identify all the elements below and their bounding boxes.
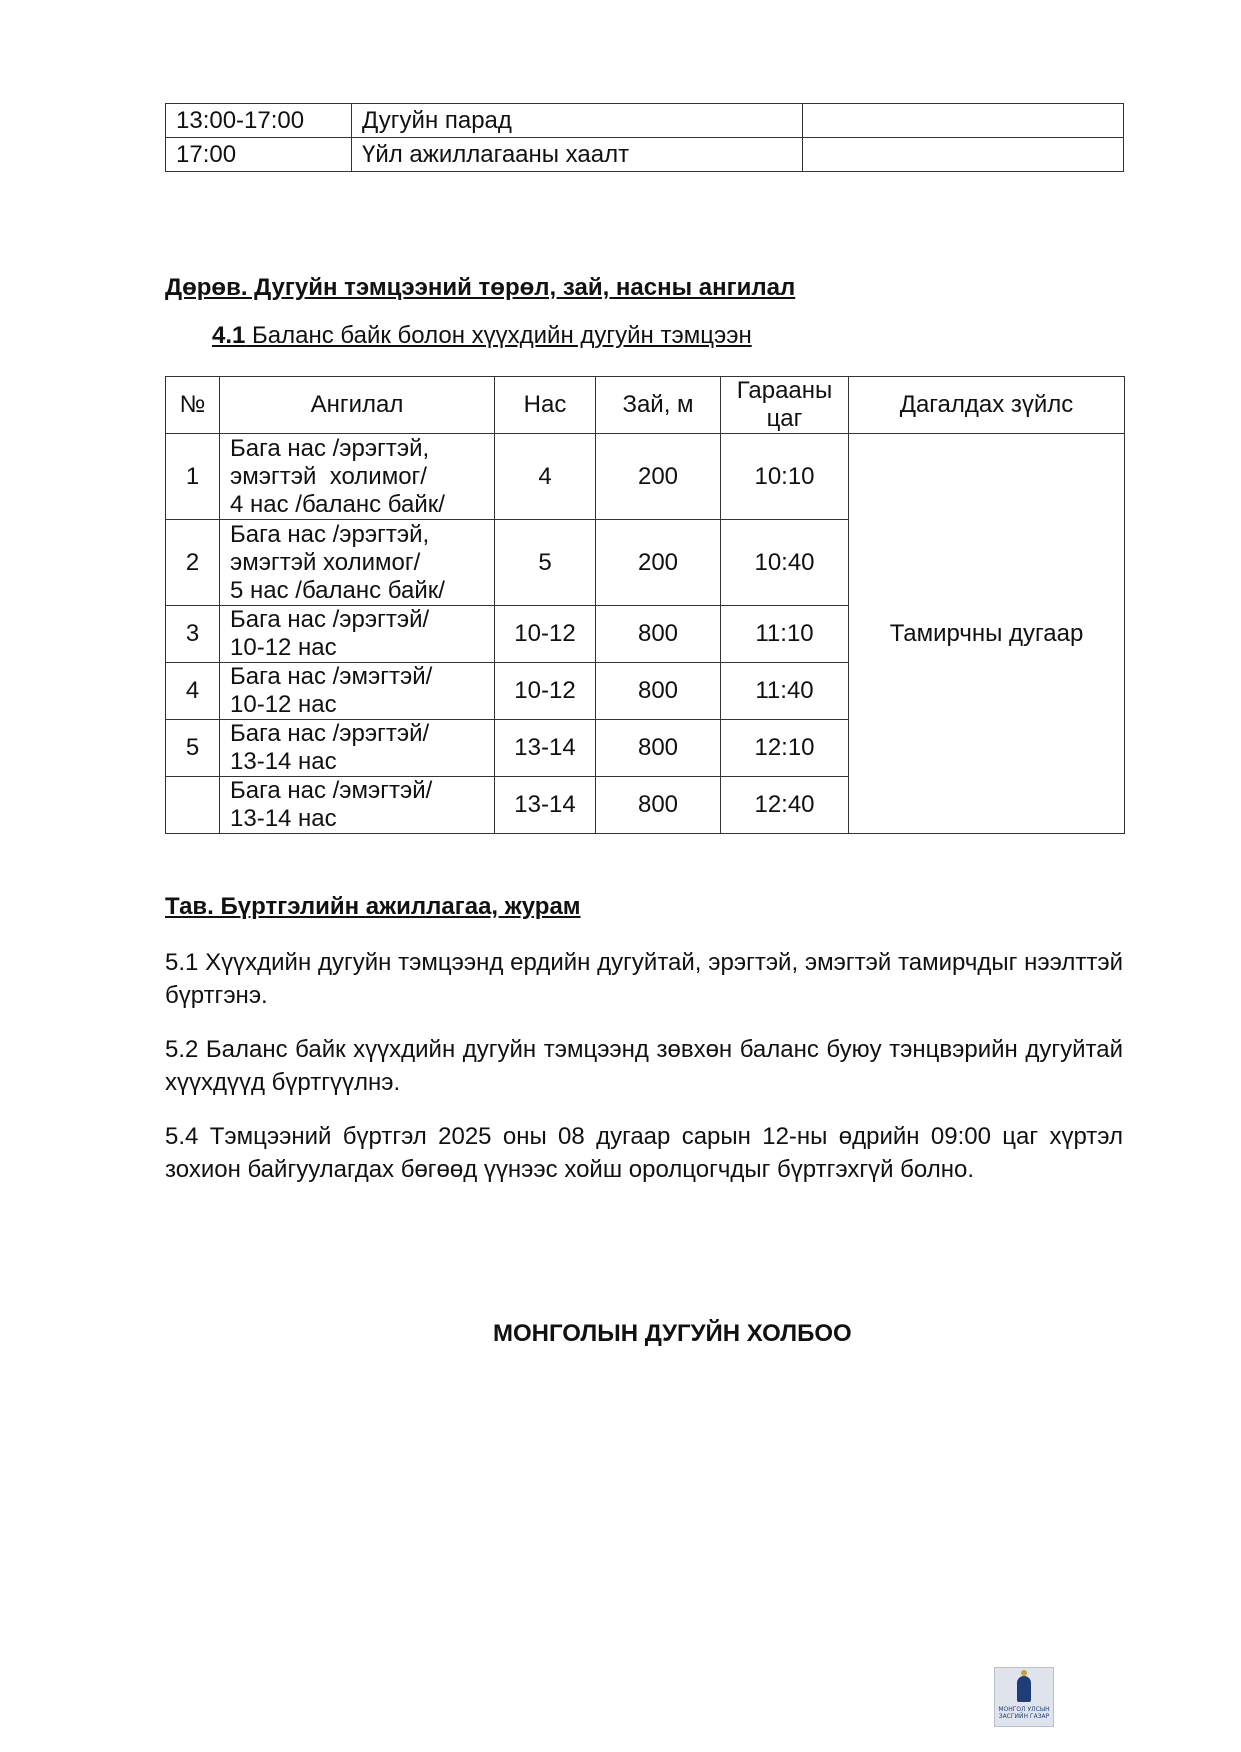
- category-line: Бага нас /эрэгтэй,: [230, 434, 430, 462]
- cell-time: 12:40: [721, 777, 849, 834]
- category-line: 5 нас /баланс байк/: [230, 576, 445, 604]
- cell-accessories: Тамирчны дугаар: [849, 434, 1125, 834]
- cell-time: 10:40: [721, 520, 849, 606]
- subheading-title: Баланс байк болон хүүхдийн дугуйн тэмцээн: [245, 322, 752, 349]
- organization-signature: МОНГОЛЫН ДУГУЙН ХОЛБОО: [493, 1320, 852, 1347]
- paragraph-5-1: 5.1 Хүүхдийн дугуйн тэмцээнд ердийн дугуйтай, эрэгтэй, эмэгтэй тамирчдыг нээлттэй бүртгэнэ.: [165, 949, 1123, 1009]
- cell-distance: 200: [596, 520, 721, 606]
- col-header-distance: Зай, м: [596, 377, 721, 434]
- cell-age: 4: [495, 434, 596, 520]
- category-line: Бага нас /эрэгтэй,: [230, 520, 430, 548]
- cell-distance: 800: [596, 777, 721, 834]
- category-line: 13-14 нас: [230, 748, 337, 775]
- start-time-line1: Гарааны: [736, 377, 833, 404]
- cell-distance: 200: [596, 434, 721, 520]
- section4-subheading: [212, 322, 752, 350]
- col-header-start-time: [721, 377, 849, 434]
- schedule-note: [803, 138, 1124, 172]
- cell-distance: 800: [596, 720, 721, 777]
- paragraph-5-4: 5.4 Тэмцээний бүртгэл 2025 оны 08 дугаар сарын 12-ны өдрийн 09:00 цаг хүртэл зохион байгуулагдах бөгөөд үүнээс хойш оролцогчдыг бүртгэхгүй болно.: [165, 1123, 1123, 1183]
- start-time-line2: цаг: [766, 405, 803, 432]
- category-table: [165, 376, 1125, 834]
- section4-heading: Дөрөв. Дугуйн тэмцээний төрөл, зай, насны ангилал: [165, 274, 796, 301]
- schedule-table: [165, 103, 1124, 172]
- col-header-age: Нас: [495, 377, 596, 434]
- paragraph-5-2: 5.2 Баланс байк хүүхдийн дугуйн тэмцээнд зөвхөн баланс буюу тэнцвэрийн дугуйтай хүүхдүүд бүртгүүлнэ.: [165, 1036, 1123, 1096]
- cell-category: [220, 434, 495, 520]
- cell-no: [166, 777, 220, 834]
- cell-age: 5: [495, 520, 596, 606]
- cell-category: [220, 777, 495, 834]
- cell-time: 10:10: [721, 434, 849, 520]
- section5-heading: Тав. Бүртгэлийн ажиллагаа, журам: [165, 893, 581, 920]
- col-header-no: №: [166, 377, 220, 434]
- category-line: Бага нас /эрэгтэй/: [230, 606, 430, 633]
- government-seal-logo: [994, 1667, 1054, 1727]
- cell-distance: 800: [596, 606, 721, 663]
- schedule-note: [803, 104, 1124, 138]
- cell-category: [220, 606, 495, 663]
- cell-time: 11:10: [721, 606, 849, 663]
- schedule-event: Дугуйн парад: [352, 104, 803, 138]
- category-line: Бага нас /эмэгтэй/: [230, 663, 433, 690]
- cell-age: 10-12: [495, 663, 596, 720]
- cell-age: 13-14: [495, 720, 596, 777]
- cell-no: 5: [166, 720, 220, 777]
- category-line: эмэгтэй холимог/: [230, 462, 427, 490]
- col-header-category: Ангилал: [220, 377, 495, 434]
- cell-category: [220, 520, 495, 606]
- category-line: эмэгтэй холимог/: [230, 548, 421, 576]
- category-line: Бага нас /эмэгтэй/: [230, 777, 433, 804]
- cell-age: 13-14: [495, 777, 596, 834]
- cell-category: [220, 720, 495, 777]
- soyombo-emblem-icon: [1017, 1676, 1031, 1702]
- cell-no: 1: [166, 434, 220, 520]
- table-header-row: [166, 377, 1125, 434]
- cell-time: 12:10: [721, 720, 849, 777]
- cell-no: 4: [166, 663, 220, 720]
- schedule-time: 13:00-17:00: [166, 104, 352, 138]
- table-row: [166, 434, 1125, 520]
- subheading-number: 4.1: [212, 322, 246, 349]
- col-header-accessories: Дагалдах зүйлс: [849, 377, 1125, 434]
- category-line: 4 нас /баланс байк/: [230, 490, 445, 518]
- cell-time: 11:40: [721, 663, 849, 720]
- category-line: Бага нас /эрэгтэй/: [230, 720, 430, 747]
- table-row: [166, 104, 1124, 138]
- schedule-event: Үйл ажиллагааны хаалт: [352, 138, 803, 172]
- cell-category: [220, 663, 495, 720]
- schedule-time: 17:00: [166, 138, 352, 172]
- cell-no: 3: [166, 606, 220, 663]
- category-line: 10-12 нас: [230, 634, 337, 661]
- cell-distance: 800: [596, 663, 721, 720]
- seal-text: МОНГОЛ УЛСЫН ЗАСГИЙН ГАЗАР: [998, 1706, 1050, 1720]
- category-line: 10-12 нас: [230, 691, 337, 718]
- table-row: [166, 138, 1124, 172]
- category-line: 13-14 нас: [230, 805, 337, 832]
- cell-age: 10-12: [495, 606, 596, 663]
- cell-no: 2: [166, 520, 220, 606]
